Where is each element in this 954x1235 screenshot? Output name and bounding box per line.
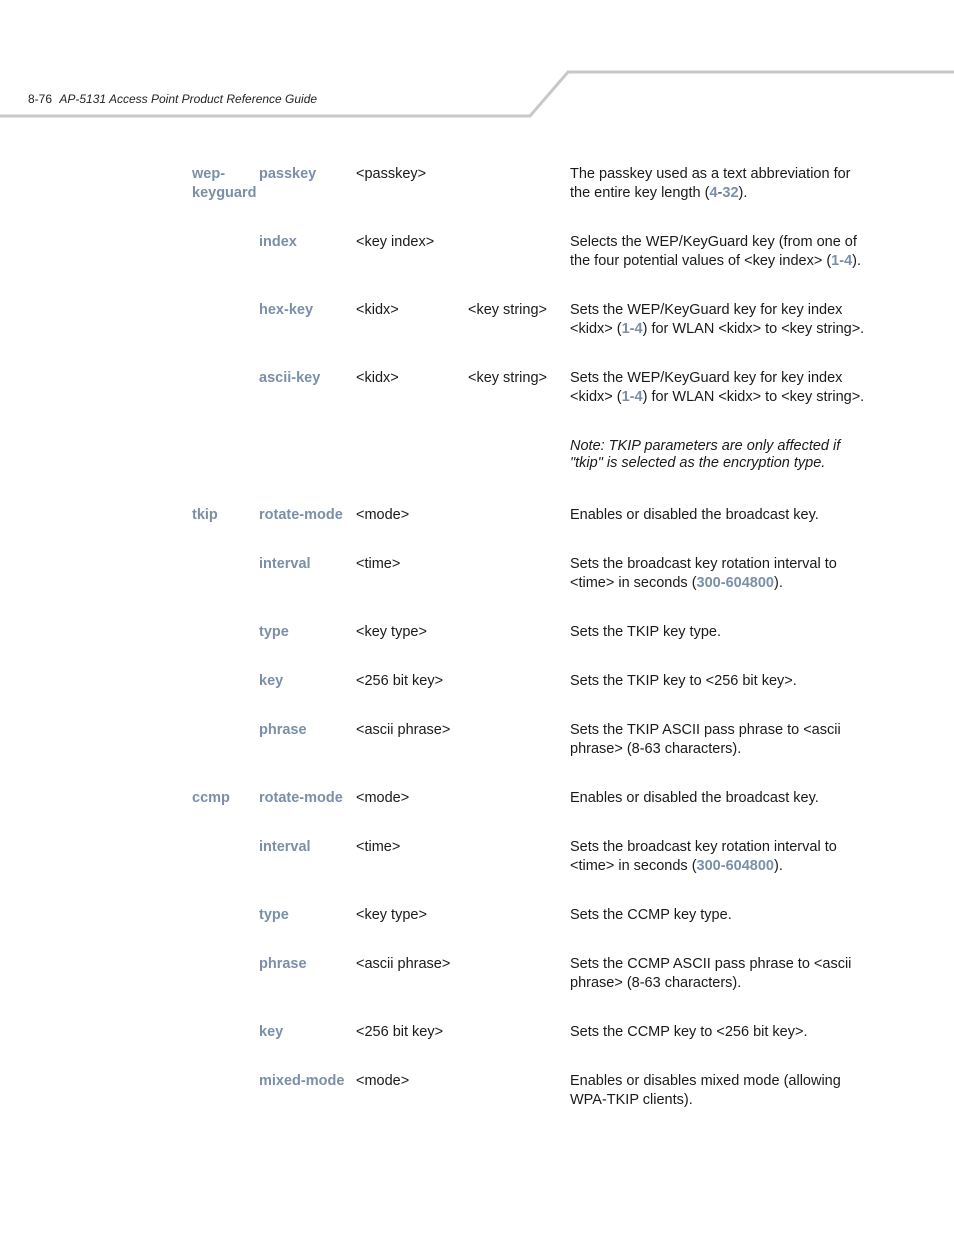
subcommand-keyword: phrase <box>259 956 307 972</box>
command-keyword: wep- keyguard <box>192 166 257 201</box>
argument: <256 bit key> <box>356 1024 444 1040</box>
description: The passkey used as a text abbreviation for the entire key length (4-32). <box>570 166 851 201</box>
argument: <kidx> <box>356 302 399 318</box>
description: Sets the TKIP key type. <box>570 624 721 640</box>
argument: <kidx> <box>356 370 399 386</box>
argument: <time> <box>356 556 401 572</box>
argument: <mode> <box>356 1073 410 1089</box>
subcommand-keyword: interval <box>259 839 311 855</box>
argument: <key type> <box>356 907 427 923</box>
argument: <ascii phrase> <box>356 722 451 738</box>
subcommand-keyword: rotate-mode <box>259 507 343 523</box>
subcommand-keyword: interval <box>259 556 311 572</box>
guide-title: AP-5131 Access Point Product Reference Guide <box>59 92 318 106</box>
argument-2: <key string> <box>468 370 547 386</box>
subcommand-keyword: phrase <box>259 722 307 738</box>
argument-2: <key string> <box>468 302 547 318</box>
description: Sets the broadcast key rotation interval to <time> in seconds (300-604800). <box>570 839 837 874</box>
tkip-note: Note: TKIP parameters are only affected if "tkip" is selected as the encryption type. <box>570 438 841 471</box>
description: Sets the broadcast key rotation interval to <time> in seconds (300-604800). <box>570 556 837 591</box>
description: Sets the CCMP key type. <box>570 907 732 923</box>
command-keyword: ccmp <box>192 790 230 806</box>
command-keyword: tkip <box>192 507 218 523</box>
subcommand-keyword: key <box>259 673 284 689</box>
argument: <mode> <box>356 790 410 806</box>
description: Sets the CCMP ASCII pass phrase to <ascii phrase> (8-63 characters). <box>570 956 852 991</box>
argument: <mode> <box>356 507 410 523</box>
subcommand-keyword: rotate-mode <box>259 790 343 806</box>
subcommand-keyword: index <box>259 234 297 250</box>
description: Sets the TKIP key to <256 bit key>. <box>570 673 797 689</box>
description: Enables or disabled the broadcast key. <box>570 790 819 806</box>
subcommand-keyword: key <box>259 1024 284 1040</box>
subcommand-keyword: type <box>259 624 289 640</box>
description: Sets the CCMP key to <256 bit key>. <box>570 1024 808 1040</box>
page-number: 8-76 <box>28 92 53 106</box>
subcommand-keyword: ascii-key <box>259 370 321 386</box>
subcommand-keyword: mixed-mode <box>259 1073 345 1089</box>
argument: <256 bit key> <box>356 673 444 689</box>
argument: <passkey> <box>356 166 427 182</box>
description: Sets the WEP/KeyGuard key for key index <kidx> (1-4) for WLAN <kidx> to <key string>. <box>570 370 865 405</box>
argument: <key type> <box>356 624 427 640</box>
description: Selects the WEP/KeyGuard key (from one of the four potential values of <key index> (1-4). <box>570 234 862 269</box>
description: Enables or disabled the broadcast key. <box>570 507 819 523</box>
argument: <key index> <box>356 234 435 250</box>
subcommand-keyword: passkey <box>259 166 317 182</box>
description: Enables or disables mixed mode (allowing WPA-TKIP clients). <box>570 1073 841 1108</box>
argument: <time> <box>356 839 401 855</box>
page-header <box>28 92 317 106</box>
subcommand-keyword: type <box>259 907 289 923</box>
description: Sets the TKIP ASCII pass phrase to <ascii phrase> (8-63 characters). <box>570 722 841 757</box>
argument: <ascii phrase> <box>356 956 451 972</box>
description: Sets the WEP/KeyGuard key for key index <kidx> (1-4) for WLAN <kidx> to <key string>. <box>570 302 865 337</box>
subcommand-keyword: hex-key <box>259 302 314 318</box>
